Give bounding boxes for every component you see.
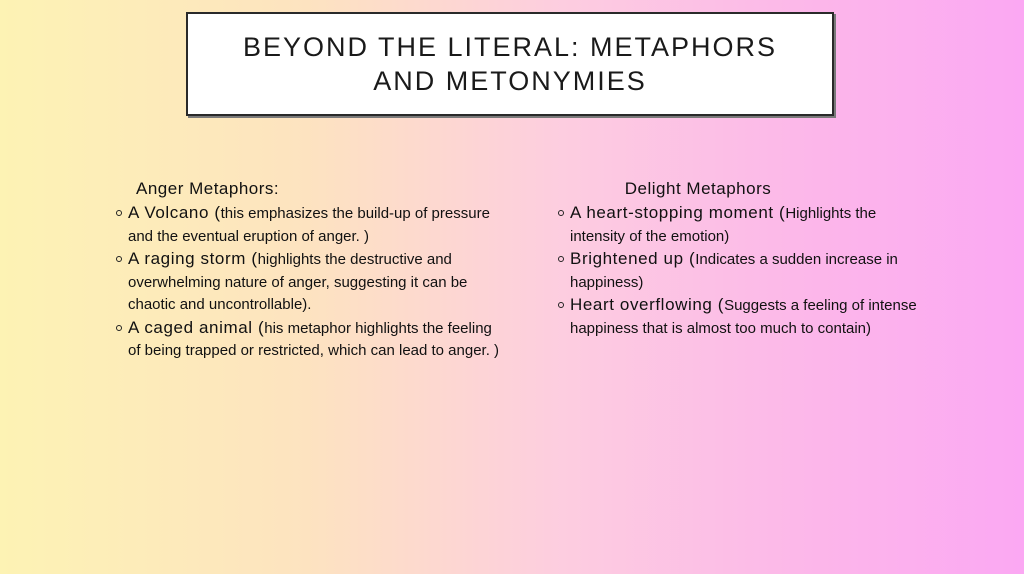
- title-box: [186, 12, 834, 116]
- delight-heading: Delight Metaphors: [624, 179, 772, 198]
- metaphor-term: A caged animal (: [128, 317, 265, 337]
- slide-title: BEYOND THE LITERAL: METAPHORS AND METONYMIES: [242, 32, 778, 96]
- list-item: [116, 317, 506, 363]
- list-item: [116, 248, 506, 317]
- metaphor-term: Heart overflowing (: [570, 295, 725, 314]
- circle-bullet-icon: [116, 325, 122, 331]
- anger-heading: Anger Metaphors:: [136, 179, 280, 198]
- list-item: [558, 248, 918, 294]
- circle-bullet-icon: [116, 256, 122, 262]
- metaphor-term: A heart-stopping moment (: [570, 203, 786, 222]
- metaphor-description: Indicates a sudden increase in happiness): [570, 251, 898, 291]
- delight-metaphors-column: [558, 178, 918, 340]
- metaphor-description: highlights the destructive and overwhelming nature of anger, suggesting it can be chaotic and uncontrollable).: [128, 251, 468, 313]
- metaphor-description: his metaphor highlights the feeling of being trapped or restricted, which can lead to anger. ): [128, 319, 500, 359]
- circle-bullet-icon: [558, 256, 564, 262]
- list-item: [558, 294, 918, 340]
- metaphor-description: Highlights the intensity of the emotion): [570, 205, 877, 245]
- circle-bullet-icon: [558, 210, 564, 216]
- circle-bullet-icon: [558, 302, 564, 308]
- metaphor-term: A raging storm (: [128, 249, 258, 268]
- metaphor-description: this emphasizes the build-up of pressure and the eventual eruption of anger. ): [128, 205, 490, 245]
- circle-bullet-icon: [116, 210, 122, 216]
- list-item: [116, 202, 506, 248]
- metaphor-description: Suggests a feeling of intense happiness that is almost too much to contain): [570, 297, 917, 337]
- list-item: [558, 202, 918, 248]
- metaphor-term: A Volcano (: [128, 203, 221, 222]
- anger-metaphors-column: [116, 178, 506, 363]
- metaphor-term: Brightened up (: [570, 249, 696, 268]
